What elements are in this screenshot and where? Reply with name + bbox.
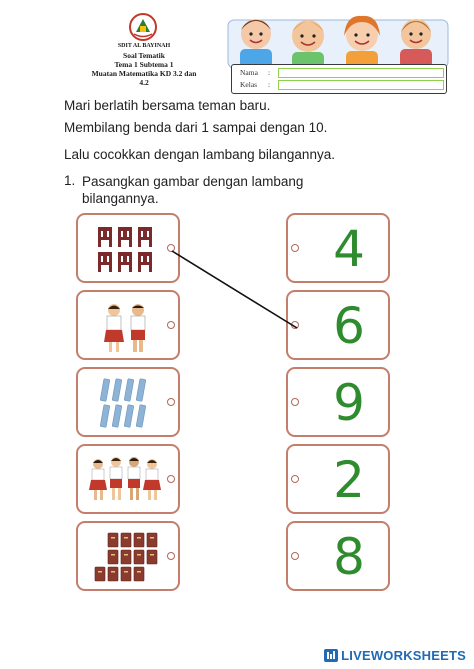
number-value-3: 9	[333, 374, 365, 432]
kelas-label: Kelas	[240, 80, 258, 89]
student-info-box	[231, 64, 447, 94]
school-info	[88, 42, 200, 87]
sticks-picture	[86, 375, 166, 431]
nama-label: Nama	[240, 68, 258, 77]
match-dot-left-4[interactable]	[167, 475, 175, 483]
footer-brand-text: LIVEWORKSHEETS	[341, 647, 466, 663]
footer-brand	[324, 647, 466, 663]
instruction-line-1: Mari berlatih bersama teman baru.	[64, 98, 271, 113]
match-dot-left-2[interactable]	[167, 321, 175, 329]
question-number: 1.	[64, 173, 76, 188]
theme-title: Tema 1 Subtema 1	[114, 60, 174, 69]
picture-card-chairs	[76, 213, 180, 283]
liveworksheets-logo-icon	[324, 649, 338, 662]
books-picture	[86, 529, 166, 585]
nama-field[interactable]	[278, 68, 444, 78]
kelas-separator: :	[268, 80, 271, 89]
number-card-1	[286, 213, 390, 283]
instruction-line-3: Lalu cocokkan dengan lambang bilangannya.	[64, 147, 335, 162]
match-dot-right-2[interactable]	[291, 321, 299, 329]
match-dot-right-4[interactable]	[291, 475, 299, 483]
number-card-4	[286, 444, 390, 514]
number-value-1: 4	[333, 220, 365, 278]
instruction-line-2: Membilang benda dari 1 sampai dengan 10.	[64, 120, 328, 135]
number-value-5: 8	[333, 528, 365, 586]
nama-separator: :	[268, 68, 271, 77]
picture-card-sticks	[76, 367, 180, 437]
match-dot-right-3[interactable]	[291, 398, 299, 406]
match-line	[172, 251, 297, 328]
content-title: Muatan Matematika KD 3.2 dan 4.2	[91, 69, 197, 87]
number-card-3	[286, 367, 390, 437]
question-text: Pasangkan gambar dengan lambang bilangannya.	[82, 174, 304, 206]
chairs-picture	[86, 221, 166, 277]
match-dot-left-1[interactable]	[167, 244, 175, 252]
school-logo-icon	[128, 12, 158, 42]
match-dot-right-5[interactable]	[291, 552, 299, 560]
number-value-4: 2	[333, 451, 365, 509]
number-card-2	[286, 290, 390, 360]
number-card-5	[286, 521, 390, 591]
match-dot-left-5[interactable]	[167, 552, 175, 560]
school-name: SDIT AL BAYINAH	[117, 43, 171, 49]
subject-title: Soal Tematik	[123, 51, 165, 60]
picture-card-books	[76, 521, 180, 591]
two-students-picture	[86, 298, 166, 354]
kelas-row	[240, 80, 270, 89]
match-dot-left-3[interactable]	[167, 398, 175, 406]
kids-illustration	[226, 6, 450, 68]
nama-row	[240, 68, 270, 77]
picture-card-two-students	[76, 290, 180, 360]
kelas-field[interactable]	[278, 80, 444, 90]
match-dot-right-1[interactable]	[291, 244, 299, 252]
four-students-picture	[86, 452, 166, 508]
picture-card-four-students	[76, 444, 180, 514]
number-value-2: 6	[333, 297, 365, 355]
